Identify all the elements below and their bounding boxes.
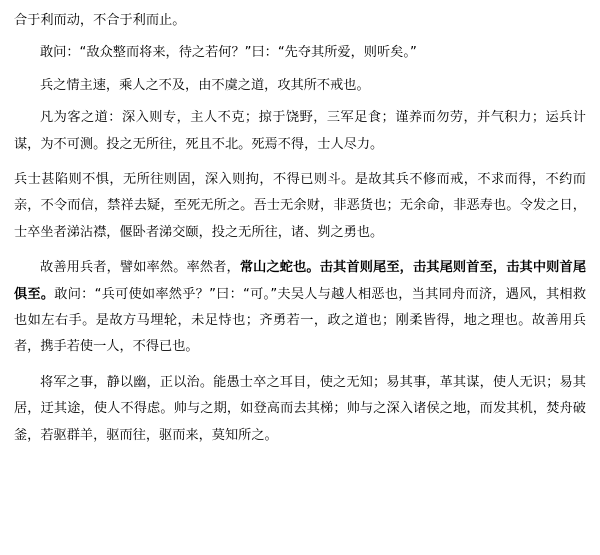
text-run: 凡为客之道：深入则专，主人不克；掠于饶野，三军足食；谨养而勿劳，并气积力；运兵计谋，为不可测。投之无所往，死且不北。死焉不得，士人尽力。 [14,110,586,152]
paragraph-1 [14,8,586,34]
paragraph-spacer [14,246,586,255]
text-run: 兵之情主速，乘人之不及，由不虞之道，攻其所不戒也。 [40,77,370,93]
text-run: 兵士甚陷则不惧，无所往则固，深入则拘，不得已则斗。是故其兵不修而戒，不求而得，不约而亲，不令而信，禁祥去疑，至死无所之。吾士无余财，非恶货也；无余命，非恶寿也。令发之日，士卒坐者涕沾襟，偃卧者涕交颐，投之无所往，诸、刿之勇也。 [14,172,586,240]
text-run: 敢问：“兵可使如率然乎？”曰：“可。”夫吴人与越人相恶也，当其同舟而济，遇风，其相救也如左右手。是故方马埋轮，未足恃也；齐勇若一，政之道也；刚柔皆得，地之理也。故善用兵者，携手若使一人，不得已也。 [14,286,587,355]
text-run-emphasis: 常山之蛇也。击其首则尾至，击其尾则首至，击其中则首尾俱至。 [14,260,587,302]
paragraph-spacer [14,361,586,370]
text-run: 合于利而动，不合于利而止。 [14,13,186,28]
text-run: 敢问：“敌众整而将来，待之若何？”曰：“先夺其所爱，则听矣。” [40,45,417,61]
paragraph-4 [14,105,586,158]
paragraph-6 [14,255,586,361]
paragraph-spacer [14,158,586,167]
text-run: 故善用兵者，譬如率然。率然者， [40,260,240,276]
paragraph-3 [14,73,586,99]
paragraph-2 [14,40,586,66]
paragraph-7 [14,370,586,449]
paragraph-5 [14,167,586,246]
text-run: 将军之事，静以幽，正以治。能愚士卒之耳目，使之无知；易其事，革其谋，使人无识；易其居，迂其途，使人不得虑。帅与之期，如登高而去其梯；帅与之深入诸侯之地，而发其机，焚舟破釜，若驱群羊，驱而往，驱而来，莫知所之。 [14,374,586,443]
